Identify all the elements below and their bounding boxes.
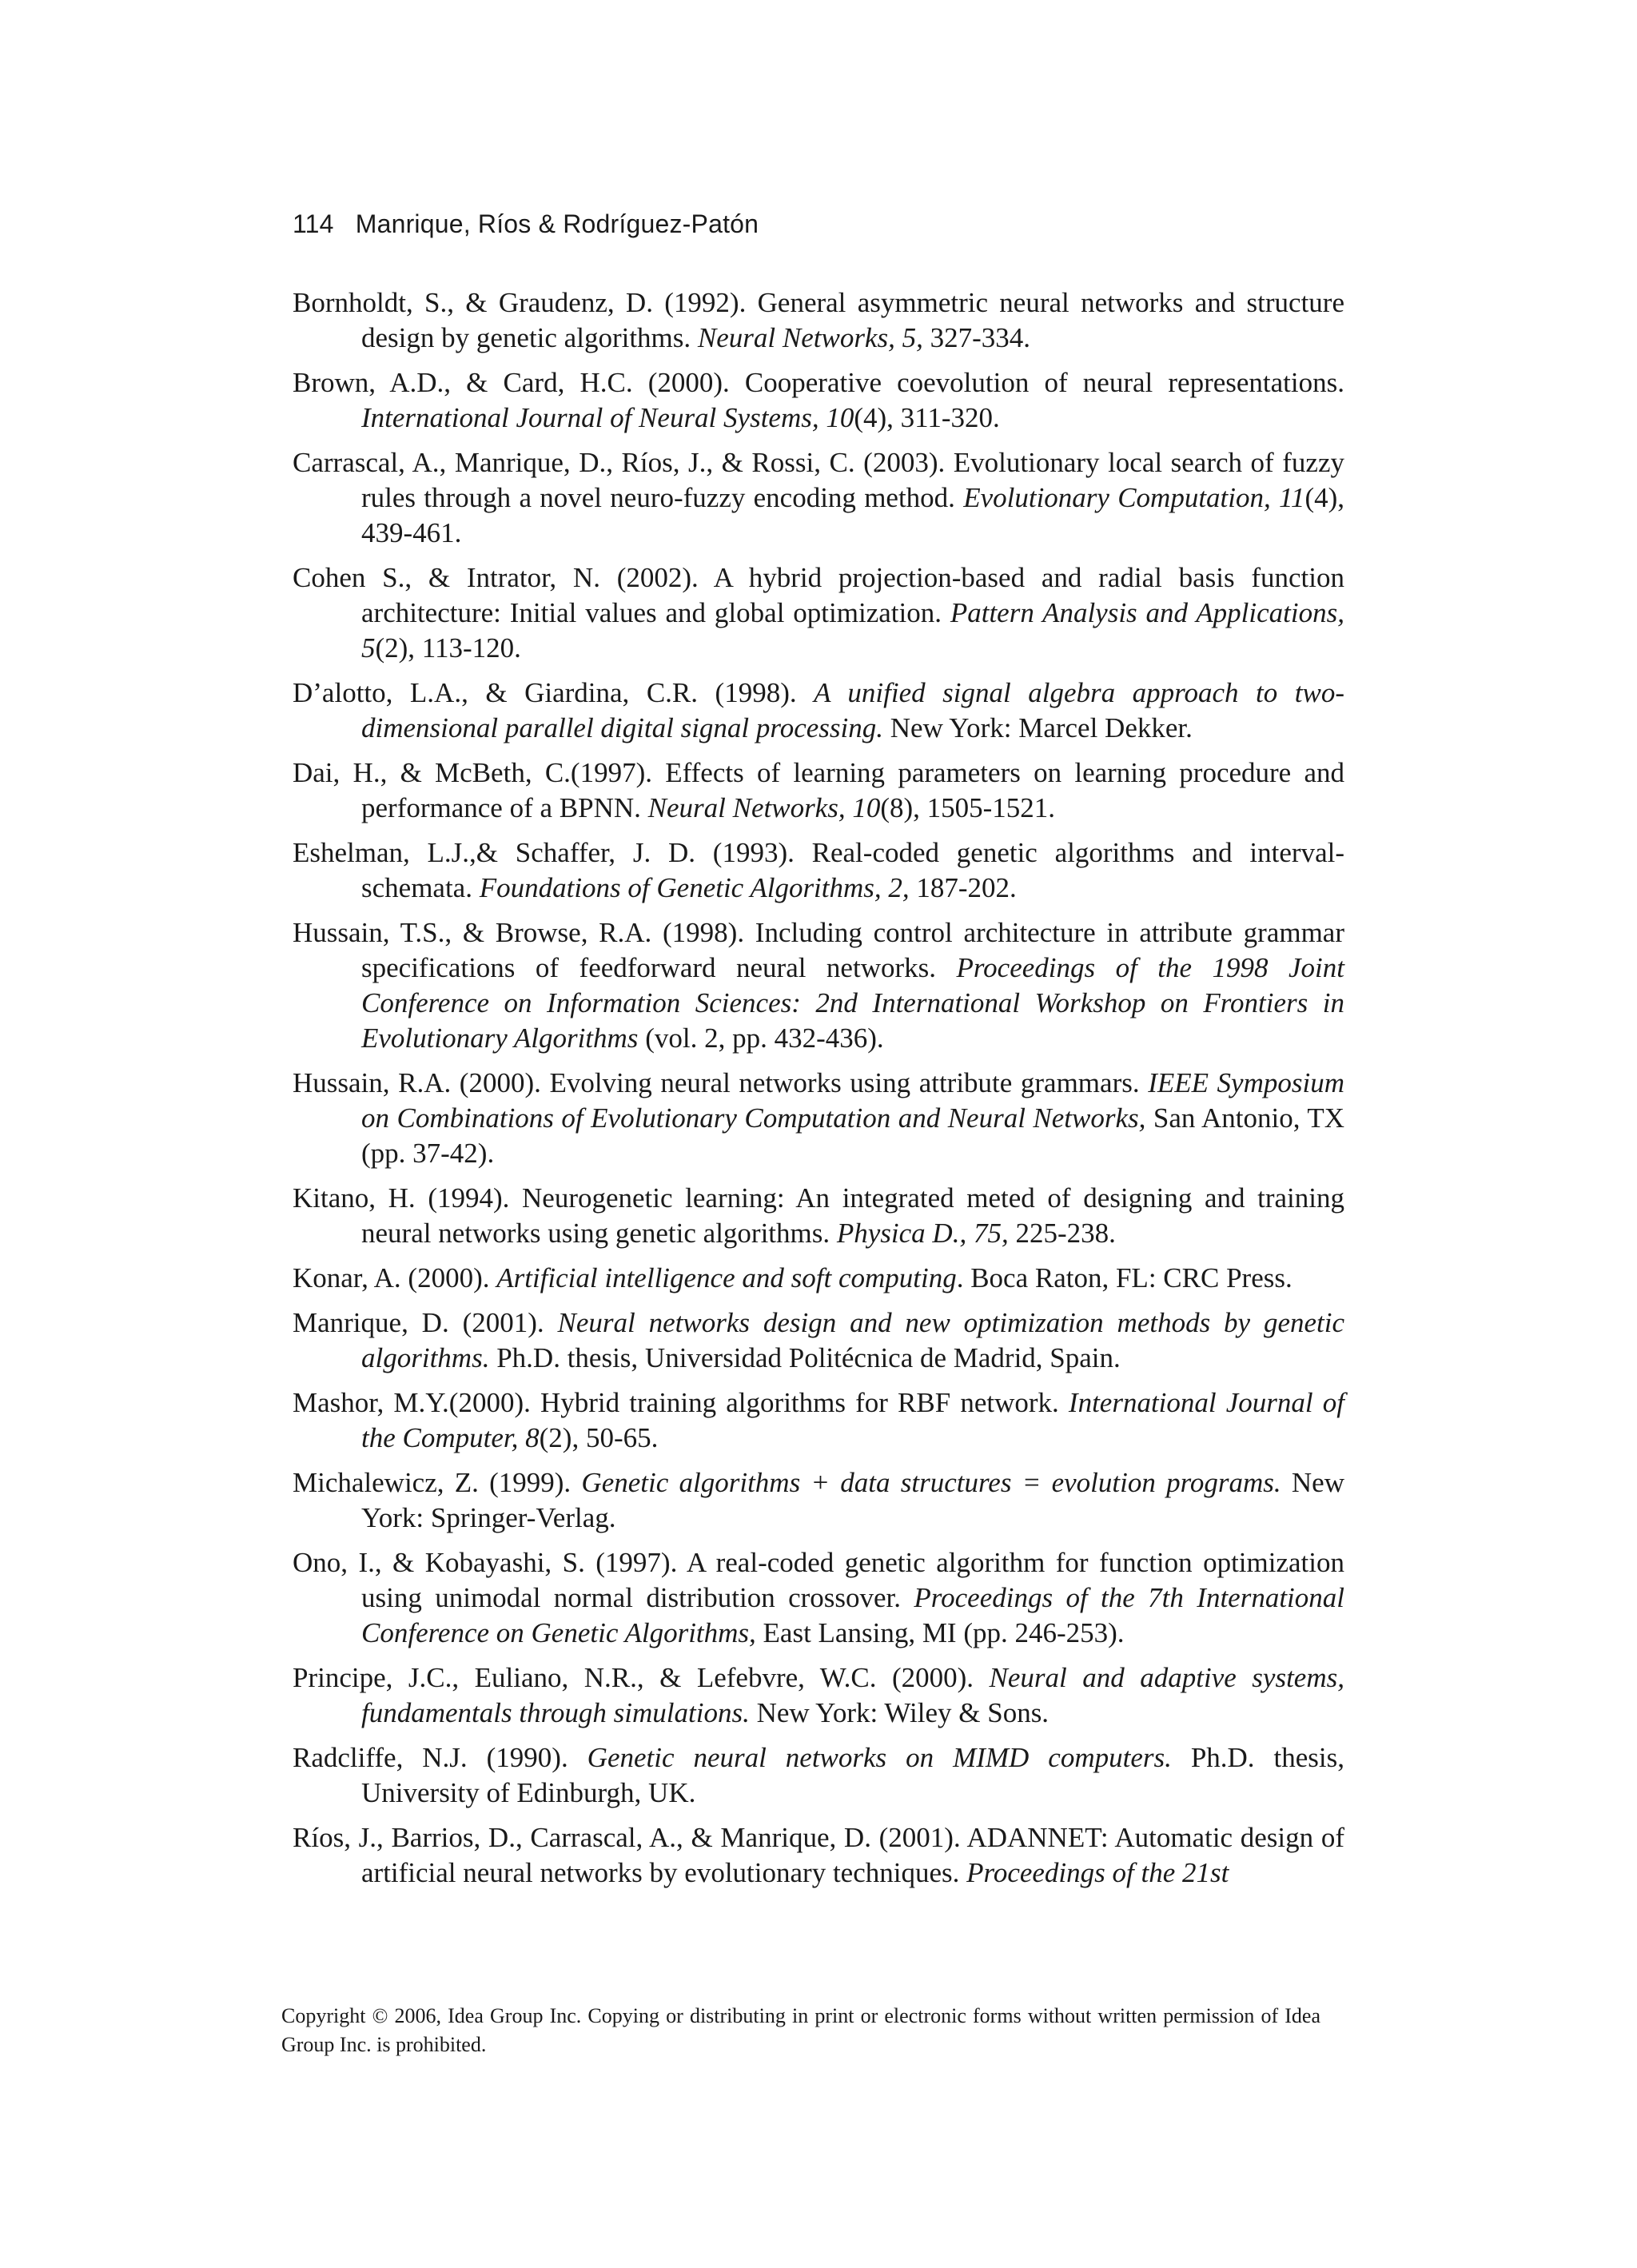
page-number: 114 [293,209,334,238]
reference-text: Dai, H., & McBeth, C.(1997). Effects of learning parameters on learning procedure and performance of a BPNN. [293,757,1344,823]
reference-entry [293,1181,1344,1251]
reference-source: International Journal of Neural Systems, 10 [361,402,854,433]
reference-source: International Journal of the Computer, 8 [361,1387,1344,1453]
reference-entry [293,365,1344,436]
reference-source: IEEE Symposium on Combinations of Evolutionary Computation and Neural Networks, [361,1067,1344,1134]
reference-details: . Boca Raton, FL: CRC Press. [956,1262,1292,1293]
reference-entry [293,755,1344,826]
reference-source: Evolutionary Computation, 11 [963,482,1305,513]
reference-entry [293,1545,1344,1651]
reference-text: Eshelman, L.J.,& Schaffer, J. D. (1993). Real-coded genetic algorithms and interval-schemata. [293,837,1344,903]
reference-text: Mashor, M.Y.(2000). Hybrid training algorithms for RBF network. [293,1387,1069,1418]
reference-text: Konar, A. (2000). [293,1262,497,1293]
reference-entry [293,1465,1344,1536]
reference-source: Proceedings of the 1998 Joint Conference on Information Sciences: 2nd International Workshop on Frontiers in Evolutionary Algorithms [361,952,1344,1054]
reference-entry [293,835,1344,906]
reference-entry [293,1740,1344,1811]
reference-details: New York: Wiley & Sons. [749,1697,1050,1728]
reference-source: Neural and adaptive systems, fundamentals through simulations. [361,1662,1344,1728]
reference-source: A unified signal algebra approach to two-dimensional parallel digital signal processing. [361,677,1344,743]
reference-entry [293,676,1344,746]
reference-text: D’alotto, L.A., & Giardina, C.R. (1998). [293,677,815,708]
reference-details: (4), 311-320. [854,402,1000,433]
reference-details: 327-334. [922,322,1030,353]
reference-entry [293,285,1344,356]
reference-entry [293,1660,1344,1731]
reference-text: Radcliffe, N.J. (1990). [293,1742,587,1773]
reference-source: Physica D., 75, [836,1218,1009,1249]
reference-text: Brown, A.D., & Card, H.C. (2000). Cooperative coevolution of neural representations. [293,367,1344,398]
reference-text: Michalewicz, Z. (1999). [293,1467,582,1498]
reference-details: 225-238. [1008,1218,1116,1249]
reference-source: Genetic neural networks on MIMD computers. [587,1742,1172,1773]
reference-details: Ph.D. thesis, Universidad Politécnica de Madrid, Spain. [489,1342,1121,1373]
reference-entry [293,560,1344,666]
reference-source: Neural networks design and new optimization methods by genetic algorithms. [361,1307,1345,1373]
reference-entry [293,1385,1344,1456]
reference-text: Ríos, J., Barrios, D., Carrascal, A., & Manrique, D. (2001). ADANNET: Automatic design of artificial neural networks by evolutionary techniques. [293,1822,1344,1888]
reference-source: Artificial intelligence and soft computing [496,1262,957,1293]
reference-details: (4), 439-461. [361,482,1344,548]
copyright-notice: Copyright © 2006, Idea Group Inc. Copying or distributing in print or electronic forms without written permission of Idea Group Inc. is prohibited. [281,2004,1320,2056]
reference-text: Bornholdt, S., & Graudenz, D. (1992). General asymmetric neural networks and structure design by genetic algorithms. [293,287,1344,353]
reference-details: (vol. 2, pp. 432-436). [638,1022,884,1054]
reference-text: Principe, J.C., Euliano, N.R., & Lefebvre, W.C. (2000). [293,1662,990,1693]
reference-details: (2), 113-120. [375,632,521,664]
reference-details: San Antonio, TX (pp. 37-42). [361,1102,1344,1169]
reference-entry [293,445,1344,551]
running-header [293,206,759,241]
reference-details: Ph.D. thesis, University of Edinburgh, UK. [361,1742,1344,1808]
reference-details: (8), 1505-1521. [880,792,1056,823]
reference-text: Manrique, D. (2001). [293,1307,558,1338]
reference-source: Proceedings of the 7th International Conference on Genetic Algorithms, [361,1582,1344,1648]
reference-text: Kitano, H. (1994). Neurogenetic learning: An integrated meted of designing and training neural networks using genetic algorithms. [293,1182,1344,1249]
reference-entry [293,1305,1344,1376]
reference-details: New York: Marcel Dekker. [883,712,1193,743]
reference-source: Neural Networks, 5, [697,322,923,353]
reference-source: Foundations of Genetic Algorithms, 2, [479,872,910,903]
reference-list [293,285,1344,1900]
reference-text: Ono, I., & Kobayashi, S. (1997). A real-coded genetic algorithm for function optimization using unimodal normal distribution crossover. [293,1547,1344,1613]
reference-details: New York: Springer-Verlag. [361,1467,1344,1533]
running-title: Manrique, Ríos & Rodríguez-Patón [355,209,759,238]
reference-entry [293,1066,1344,1171]
reference-details: East Lansing, MI (pp. 246-253). [755,1617,1125,1648]
reference-text: Cohen S., & Intrator, N. (2002). A hybrid projection-based and radial basis function architecture: Initial values and global optimization. [293,562,1344,628]
reference-entry [293,1820,1344,1891]
reference-text: Hussain, R.A. (2000). Evolving neural networks using attribute grammars. [293,1067,1149,1098]
reference-source: Proceedings of the 21st [966,1857,1229,1888]
reference-source: Neural Networks, 10 [647,792,881,823]
reference-details: (2), 50-65. [539,1422,659,1453]
reference-text: Carrascal, A., Manrique, D., Ríos, J., & Rossi, C. (2003). Evolutionary local search of fuzzy rules through a novel neuro-fuzzy encoding method. [293,447,1344,513]
reference-entry [293,1261,1344,1296]
reference-source: Pattern Analysis and Applications, 5 [361,597,1344,664]
reference-text: Hussain, T.S., & Browse, R.A. (1998). Including control architecture in attribute grammar specifications of feedforward neural networks. [293,917,1344,983]
reference-entry [293,915,1344,1056]
reference-details: 187-202. [909,872,1017,903]
reference-source: Genetic algorithms + data structures = evolution programs. [581,1467,1281,1498]
